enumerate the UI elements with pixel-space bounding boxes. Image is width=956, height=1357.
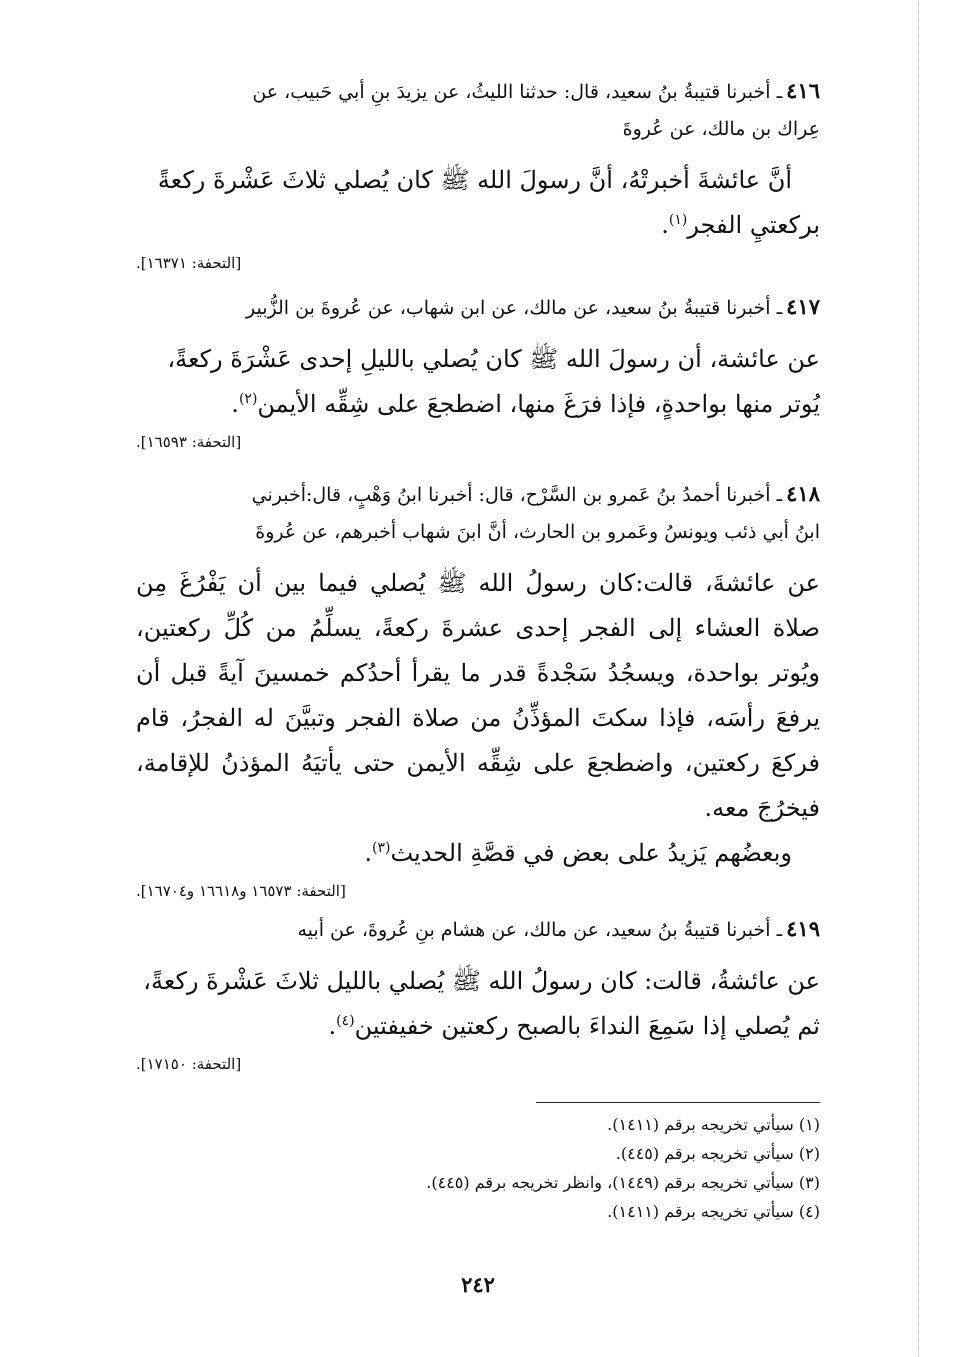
hadith-number: ٤١٦ bbox=[786, 78, 820, 103]
hadith-matn-continued bbox=[136, 203, 820, 248]
footnote-1: (١) سيأتي تخريجه برقم (١٤١١). bbox=[607, 1115, 820, 1134]
footnote-divider bbox=[536, 1102, 820, 1103]
footnote-marker[interactable]: (٢) bbox=[238, 391, 258, 407]
page-number: ٢٤٢ bbox=[461, 1272, 495, 1297]
matn-text-end: بركعتيِ الفجر bbox=[687, 211, 820, 239]
matn-text: عن عائشة، أن رسولَ الله ﷺ كان يُصلي بالليلِ إحدى عَشْرَةَ ركعةً، bbox=[167, 345, 820, 373]
isnad-text-continued: عِراك بن مالك، عن عُروةَ bbox=[622, 118, 820, 140]
end-mark: . bbox=[364, 839, 372, 867]
isnad-text-continued: ابنُ أبي ذئب ويونسُ وعَمرو بن الحارث، أنَّ ابنَ شهاب أخبرهم، عن عُروةَ bbox=[255, 521, 820, 543]
end-mark: . bbox=[661, 211, 669, 239]
hadith-matn bbox=[136, 959, 820, 1004]
isnad-text: ـ أخبرنا قتيبةُ بنُ سعيد، عن مالك، عن ابن شهاب، عن عُروةَ بن الزُّبير bbox=[246, 297, 783, 319]
page-body bbox=[136, 72, 820, 1083]
matn-text-end: يُوتر منها بواحدةٍ، فإذا فرَغَ منها، اضطجعَ على شِقِّه الأيمن bbox=[257, 390, 820, 418]
matn-text: عن عائشةَ، قالت:كان رسولُ الله ﷺ يُصلي فيما بين أن يَفْرُغَ مِن صلاة العشاء إلى الفجر إحدى عشرةَ ركعةً، يسلِّمُ من كُلِّ ركعتين، ويُوتر بواحدة، ويسجُدُ سَجْدةً قدر ما يقرأ أحدُكم خمسينَ آيةً قبل أن يرفعَ رأسَه، فإذا سكتَ المؤذِّنُ من صلاة الفجر وتبيَّنَ له الفجرُ، قام فركعَ ركعتين، واضطجعَ على شِقِّه الأيمن حتى يأتيَهُ المؤذنُ للإقامة، فيخرُجَ معه. bbox=[136, 569, 821, 822]
footnote-marker[interactable]: (١) bbox=[668, 212, 688, 228]
page-binding-edge bbox=[918, 0, 919, 1357]
footnotes bbox=[300, 1110, 820, 1226]
isnad-text: ـ أخبرنا قتيبةُ بنُ سعيد، عن مالك، عن هشام بنِ عُروةَ، عن أبيه bbox=[297, 919, 783, 941]
hadith-matn bbox=[136, 337, 820, 382]
matn-text: عن عائشةُ، قالت: كان رسولُ الله ﷺ يُصلي بالليل ثلاثَ عَشْرةَ ركعةً، bbox=[143, 967, 820, 995]
hadith-isnad bbox=[136, 910, 820, 949]
tuhfa-reference: [التحفة: ١٦٥٧٣ و١٦٦١٨ و١٦٧٠٤]. bbox=[136, 882, 346, 900]
footnote-2: (٢) سيأتي تخريجه برقم (٤٤٥). bbox=[615, 1144, 820, 1163]
matn-text-end: ثم يُصلي إذا سَمِعَ النداءَ بالصبح ركعتين خفيفتين bbox=[354, 1012, 820, 1040]
end-mark: . bbox=[231, 390, 239, 418]
matn-text: أنَّ عائشةَ أخبرتْهُ، أنَّ رسولَ الله ﷺ كان يُصلي ثلاثَ عَشْرةَ ركعةً bbox=[157, 166, 792, 194]
hadith-number: ٤١٨ bbox=[786, 481, 820, 506]
footnote-marker[interactable]: (٤) bbox=[336, 1013, 355, 1029]
hadith-418 bbox=[136, 475, 820, 902]
footnote-3: (٣) سيأتي تخريجه برقم (١٤٤٩)، وانظر تخريجه برقم (٤٤٥). bbox=[426, 1173, 820, 1192]
hadith-matn-continued bbox=[136, 831, 820, 876]
hadith-matn bbox=[136, 561, 820, 831]
hadith-isnad bbox=[136, 475, 820, 551]
tuhfa-reference: [التحفة: ١٦٥٩٣]. bbox=[136, 433, 242, 451]
hadith-isnad bbox=[136, 288, 820, 327]
hadith-416 bbox=[136, 72, 820, 274]
hadith-number: ٤١٧ bbox=[786, 294, 820, 319]
hadith-matn-continued bbox=[136, 1004, 820, 1049]
tuhfa-reference: [التحفة: ١٧١٥٠]. bbox=[136, 1055, 242, 1073]
footnote-marker[interactable]: (٣) bbox=[371, 840, 391, 856]
isnad-text: ـ أخبرنا قتيبةُ بنُ سعيد، قال: حدثنا الليثُ، عن يزيدَ بنِ أبي حَبيب، عن bbox=[252, 81, 783, 103]
hadith-417 bbox=[136, 288, 820, 453]
end-mark: . bbox=[328, 1012, 337, 1040]
hadith-number: ٤١٩ bbox=[786, 916, 820, 941]
tuhfa-reference: [التحفة: ١٦٣٧١]. bbox=[136, 254, 242, 272]
isnad-text: ـ أخبرنا أحمدُ بنُ عَمرو بن السَّرْح، قال: أخبرنا ابنُ وَهْبٍ، قال:أخبرني bbox=[251, 484, 783, 506]
hadith-matn bbox=[136, 158, 820, 203]
matn-text-end: وبعضُهم يَزيدُ على بعض في قصَّةِ الحديث bbox=[390, 839, 792, 867]
hadith-matn-continued bbox=[136, 382, 820, 427]
hadith-419 bbox=[136, 910, 820, 1075]
footnote-4: (٤) سيأتي تخريجه برقم (١٤١١). bbox=[607, 1202, 820, 1221]
hadith-isnad bbox=[136, 72, 820, 148]
